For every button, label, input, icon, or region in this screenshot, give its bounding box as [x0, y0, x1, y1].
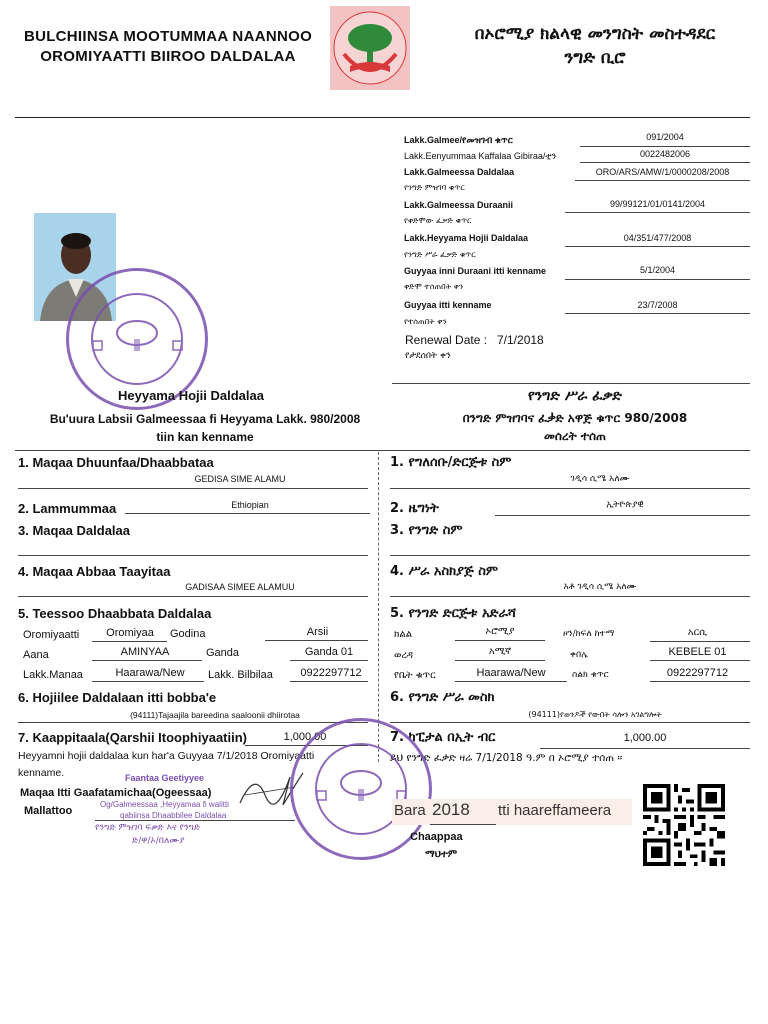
issued-statement-en-line2: kenname. [18, 767, 65, 779]
basis-am-line2: መሰረት ተሰጠ [543, 429, 606, 443]
field4-label-en: 4. Maqaa Abbaa Taayitaa [18, 564, 171, 579]
license-no-label-am: የንግድ ሥራ ፈቃድ ቁጥር [404, 250, 476, 259]
addr-zone-value-en: Arsii [306, 626, 329, 638]
addr-house-value-am: Haarawa/New [476, 667, 546, 679]
renewal-suffix: tti haareffameera [498, 802, 612, 819]
field5-label-en: 5. Teessoo Dhaabbata Daldalaa [18, 606, 212, 621]
addr-house-label-en: Lakk.Manaa [23, 669, 83, 681]
prev-license-no-label-am: የቀድሞው ፈቃድ ቁጥር [404, 216, 472, 225]
field3-label-en: 3. Maqaa Daldalaa [18, 523, 130, 538]
signature-label: Mallattoo [24, 805, 73, 817]
basis-en-line2: tiin kan kenname [156, 430, 254, 444]
addr-house-value-en: Haarawa/New [115, 667, 185, 679]
addr-phone-label-en: Lakk. Bilbilaa [208, 669, 273, 681]
header-am-line2: ንግድ ቢሮ [564, 48, 626, 68]
field7-label-en: 7. Kaappitaala(Qarshii Itoophiyaatiin) [18, 730, 247, 745]
field1-label-en: 1. Maqaa Dhuunfaa/Dhaabbataa [18, 455, 214, 470]
field2-label-am: 2. ዜግነት [390, 501, 439, 516]
first-issue-date-value: 5/1/2004 [639, 265, 676, 275]
field2-value-am: ኢትዮጵያዊ [606, 500, 644, 510]
addr-kebele-label-en: Ganda [206, 647, 240, 659]
field2-value-en: Ethiopian [231, 500, 269, 510]
field6-value-en: (94111)Tajaajila bareedina saaloonii dhiirotaa [130, 710, 300, 720]
addr-region-label-am: ክልል [394, 629, 413, 640]
license-title-am: የንግድ ሥራ ፈቃድ [528, 388, 622, 404]
reg-file-no-value: 091/2004 [646, 132, 684, 142]
addr-zone-value-am: አርሲ [687, 627, 708, 638]
stamp-label-am: ማህተም [425, 849, 458, 860]
stamp-emblem-icon [69, 271, 205, 407]
qr-code [643, 784, 725, 866]
issue-date-label: Guyyaa itti kenname [404, 300, 492, 310]
addr-district-label-en: Aana [23, 649, 49, 661]
field6-value-am: (94111)የወንዶች የውበት ሳሎን አገልግሎት [528, 710, 662, 719]
field6-label-am: 6. የንግድ ሥራ መስክ [390, 690, 495, 705]
renewal-date-value: 7/1/2018 [497, 333, 544, 347]
field4-value-am: አቶ ገዲሳ ሲሜ አለሙ [563, 582, 637, 592]
addr-kebele-value-en: Ganda 01 [304, 646, 354, 658]
field1-value-en: GEDISA SIME ALAMU [194, 474, 286, 484]
addr-kebele-value-am: KEBELE 01 [668, 646, 727, 658]
stamp-emblem-icon [293, 721, 429, 857]
renewal-date-label: Renewal Date : [405, 333, 488, 347]
officer-title-stamp-am-2: ድ/ዋ/ኦ/በለሙያ [132, 836, 185, 846]
issue-date-value: 23/7/2008 [637, 300, 678, 310]
addr-zone-label-en: Godina [170, 628, 206, 640]
header-am-line1: በኦሮሚያ ክልላዊ መንግስት መስተዳደር [474, 24, 716, 44]
addr-phone-value-en: 0922297712 [300, 667, 362, 679]
stamp-label: Chaappaa [410, 831, 463, 843]
trade-reg-no-label: Lakk.Galmeessa Daldalaa [404, 167, 515, 177]
addr-region-value-am: ኦሮሚያ [485, 626, 515, 637]
header-en-line1: BULCHIINSA MOOTUMMAA NAANNOO [23, 28, 313, 45]
first-issue-date-label-am: ቀድሞ ተሰጠበት ቀን [404, 282, 464, 291]
trade-reg-no-label-am: የንግድ ምዝገባ ቁጥር [404, 183, 465, 192]
oromia-emblem-logo [328, 4, 412, 92]
field6-label-en: 6. Hojiilee Daldalaan itti bobba'e [18, 690, 217, 705]
field1-label-am: 1. የግለሰቡ/ድርጅቱ ስም [390, 455, 512, 470]
header-divider [15, 117, 750, 118]
officer-name-stamp: Faantaa Geetiyyee [125, 773, 205, 783]
prev-license-no-value: 99/99121/01/0141/2004 [609, 199, 706, 209]
renewal-prefix: Bara [394, 802, 426, 819]
center-divider [378, 452, 379, 762]
field7-value-am: 1,000.00 [623, 732, 667, 744]
field1-value-am: ገዲሳ ሲሜ አለሙ [570, 474, 630, 484]
addr-phone-value-am: 0922297712 [666, 667, 729, 679]
issued-statement-en-line1: Heyyamni hojii daldalaa kun har'a Guyyaa 7/1/2018 Oromiyaatti [18, 750, 315, 762]
field4-label-am: 4. ሥራ አስክያጅ ስም [390, 564, 499, 579]
issue-date-label-am: የተሰጠበት ቀን [404, 317, 447, 326]
officer-title-stamp-2: qabiinsa Dhaabbilee Daldalaa [120, 811, 227, 820]
basis-en-line1: Bu'uura Labsii Galmeessaa fi Heyyama Lakk. 980/2008 [49, 412, 361, 426]
license-no-value: 04/351/477/2008 [623, 233, 692, 243]
trade-reg-no-value: ORO/ARS/AMW/1/0000208/2008 [595, 167, 730, 177]
reg-file-no-label: Lakk.Galmee/የመዝገብ ቁጥር [404, 135, 513, 145]
field7-label-am: 7. ካፒታል በኢት ብር [390, 730, 496, 745]
field2-label-en: 2. Lammummaa [18, 501, 117, 516]
addr-region-label-en: Oromiyaatti [23, 629, 80, 641]
basis-am-line1: በንግድ ምዝገባና ፈቃድ አዋጅ ቁጥር 980/2008 [462, 411, 688, 425]
officer-title-stamp-1: Og/Galmeessaa ,Heyyamaa fi walitti [100, 800, 229, 809]
addr-district-value-en: AMINYAA [120, 646, 170, 658]
addr-kebele-label-am: ቀበሌ [570, 650, 588, 660]
officer-name-label: Maqaa Itti Gaafatamichaa(Ogeessaa) [20, 787, 212, 799]
addr-district-label-am: ወረዳ [394, 650, 413, 661]
field5-label-am: 5. የንግድ ድርጅቱ አድራሻ [390, 606, 517, 621]
addr-phone-label-am: ስልክ ቁጥር [572, 670, 609, 680]
issued-statement-am: ይህ የንግድ ፈቃድ ዛሬ 7/1/2018 ዓ.ም በ ኦሮሚያ ተሰጠ ። [390, 752, 623, 764]
field4-value-en: GADISAA SIMEE ALAMUU [185, 582, 295, 592]
prev-license-no-label: Lakk.Galmeessa Duraanii [404, 200, 514, 210]
addr-zone-label-am: ዞን/ክፍለ ከተማ [563, 629, 615, 639]
field3-label-am: 3. የንግድ ስም [390, 523, 463, 538]
addr-house-label-am: የቤት ቁጥር [394, 670, 436, 681]
renewal-year: 2018 [432, 800, 470, 819]
renewal-date-label-am: የታደሰበት ቀን [405, 351, 451, 361]
addr-region-value-en: Oromiyaa [106, 627, 154, 639]
field7-value-en: 1,000.00 [283, 731, 327, 743]
addr-district-value-am: አሚኛ [488, 646, 512, 657]
tin-value: 0022482006 [639, 149, 691, 159]
officer-title-stamp-am-1: የንግድ ምዝገባ ፍቃድ እና የንግድ [95, 823, 201, 833]
license-title-en: Heyyama Hojii Daldalaa [118, 388, 264, 403]
license-no-label: Lakk.Heyyama Hojii Daldalaa [404, 233, 529, 243]
header-en-line2: OROMIYAATTI BIIROO DALDALAA [40, 48, 296, 65]
tin-label: Lakk.Eenyummaa Kaffalaa Gibiraa/ቲን [404, 151, 557, 161]
first-issue-date-label: Guyyaa inni Duraani itti kenname [404, 266, 547, 276]
